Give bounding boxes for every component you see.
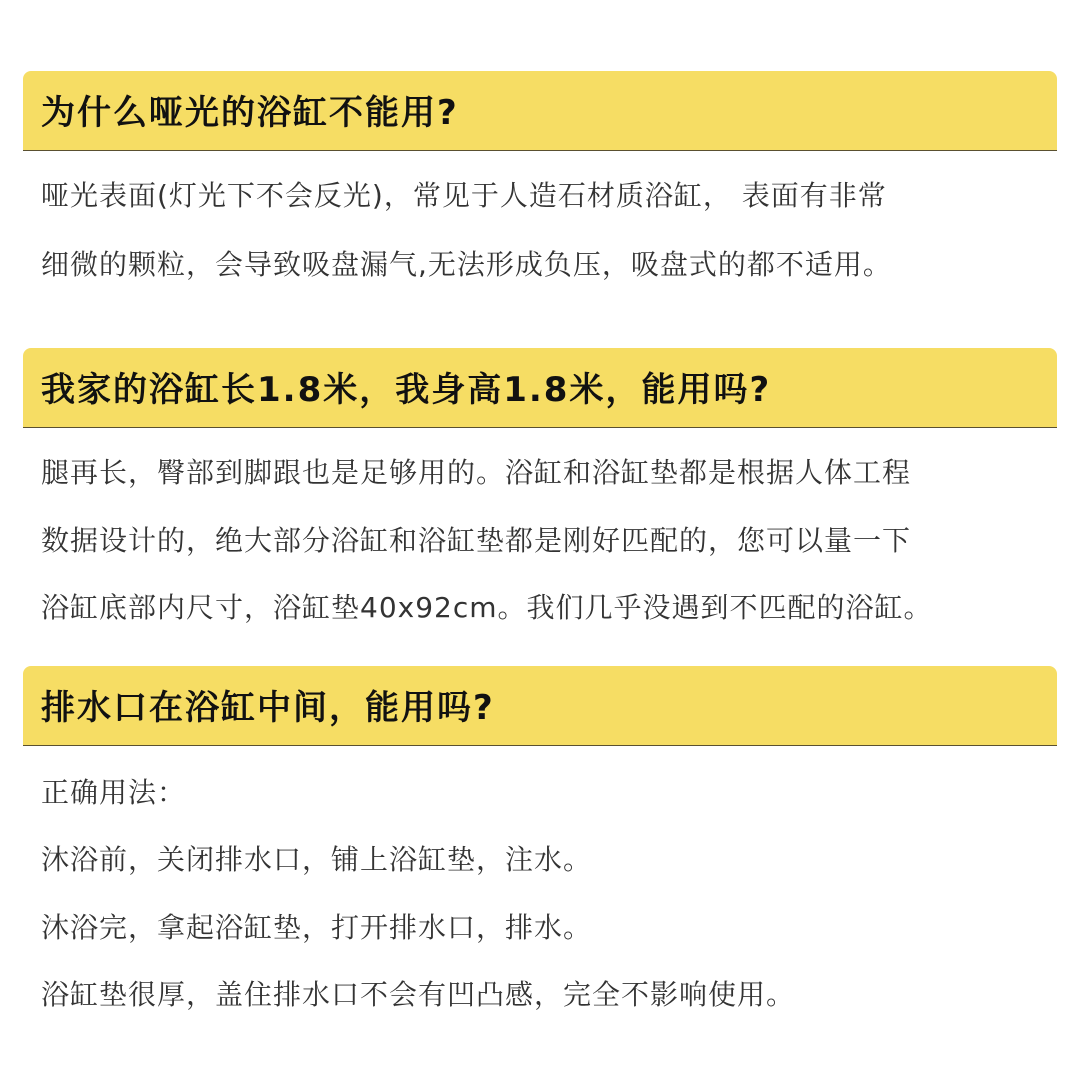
section-header (23, 666, 1057, 746)
body-text-line: 沐浴前，关闭排水口，铺上浴缸垫，注水。 (41, 843, 593, 876)
body-text-line: 数据设计的，绝大部分浴缸和浴缸垫都是刚好匹配的，您可以量一下 (41, 524, 912, 557)
body-text-line: 哑光表面(灯光下不会反光)，常见于人造石材质浴缸， 表面有非常 (41, 179, 887, 212)
body-text-line: 浴缸底部内尺寸，浴缸垫40x92cm。我们几乎没遇到不匹配的浴缸。 (41, 591, 933, 624)
body-text-line: 浴缸垫很厚，盖住排水口不会有凹凸感，完全不影响使用。 (41, 978, 796, 1011)
section-title: 我家的浴缸长1.8米，我身高1.8米，能用吗? (41, 370, 772, 410)
body-text-line: 细微的颗粒，会导致吸盘漏气,无法形成负压，吸盘式的都不适用。 (41, 248, 892, 281)
section-title: 排水口在浴缸中间，能用吗? (41, 688, 495, 728)
section-title: 为什么哑光的浴缸不能用? (41, 93, 459, 133)
body-text-line: 沐浴完，拿起浴缸垫，打开排水口，排水。 (41, 911, 593, 944)
body-text-line: 正确用法： (41, 776, 187, 809)
section-header (23, 71, 1057, 151)
section-header (23, 348, 1057, 428)
body-text-line: 腿再长，臀部到脚跟也是足够用的。浴缸和浴缸垫都是根据人体工程 (41, 456, 912, 489)
